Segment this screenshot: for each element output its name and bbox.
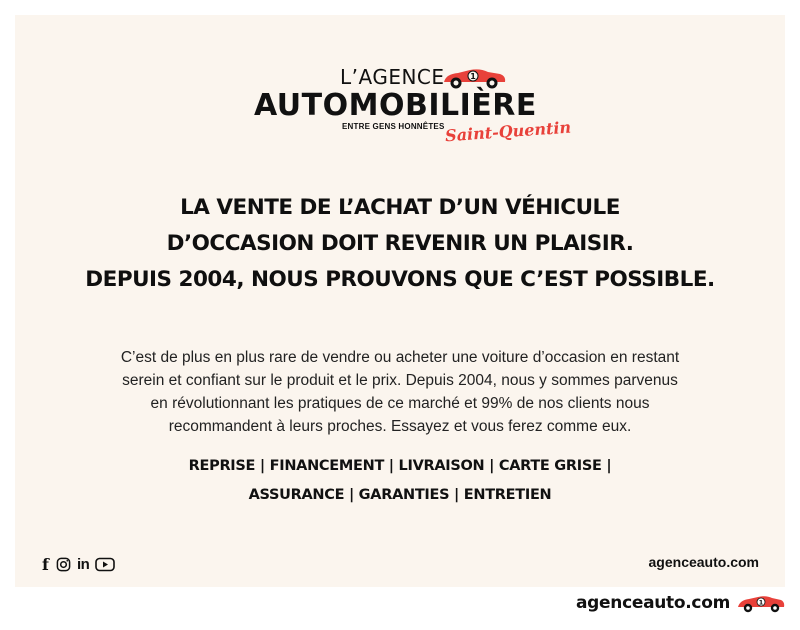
paragraph-line: en révolutionnant les pratiques de ce marché et 99% de nos clients nous bbox=[150, 395, 650, 412]
logo-car-badge: 1 bbox=[470, 72, 476, 81]
headline-line: D’OCCASION DOIT REVENIR UN PLAISIR. bbox=[166, 231, 634, 256]
watermark-car-icon bbox=[736, 592, 786, 614]
logo-city: Saint-Quentin bbox=[444, 117, 572, 146]
watermark bbox=[576, 590, 786, 616]
instagram-icon[interactable] bbox=[56, 557, 71, 572]
facebook-icon[interactable]: f bbox=[42, 555, 49, 574]
services-line: REPRISE | FINANCEMENT | LIVRAISON | CARTE GRISE | bbox=[188, 458, 612, 474]
paragraph-line: recommandent à leurs proches. Essayez et vous ferez comme eux. bbox=[168, 418, 632, 435]
headline-line: DEPUIS 2004, NOUS PROUVONS QUE C’EST POSSIBLE. bbox=[85, 267, 715, 292]
services-list bbox=[0, 452, 800, 510]
headline-line: LA VENTE DE L’ACHAT D’UN VÉHICULE bbox=[180, 195, 620, 220]
social-links bbox=[41, 555, 115, 574]
watermark-text: agenceauto.com bbox=[576, 593, 730, 613]
logo-automobiliere-text: AUTOMOBILIÈRE bbox=[254, 88, 537, 123]
watermark-badge: 1 bbox=[758, 598, 764, 607]
description-paragraph bbox=[0, 346, 800, 438]
logo-tagline: ENTRE GENS HONNÊTES bbox=[342, 122, 445, 131]
headline bbox=[0, 190, 800, 298]
logo-agence-text: L’AGENCE bbox=[340, 65, 445, 89]
website-link[interactable]: agenceauto.com bbox=[648, 554, 759, 570]
brand-logo bbox=[0, 50, 800, 145]
youtube-icon[interactable] bbox=[95, 557, 115, 572]
paragraph-line: C’est de plus en plus rare de vendre ou acheter une voiture d’occasion en restant bbox=[120, 349, 680, 366]
paragraph-line: serein et confiant sur le produit et le prix. Depuis 2004, nous y sommes parvenus bbox=[122, 372, 678, 389]
linkedin-icon[interactable]: in bbox=[77, 556, 90, 573]
services-line: ASSURANCE | GARANTIES | ENTRETIEN bbox=[248, 487, 552, 503]
race-car-icon bbox=[440, 64, 508, 90]
